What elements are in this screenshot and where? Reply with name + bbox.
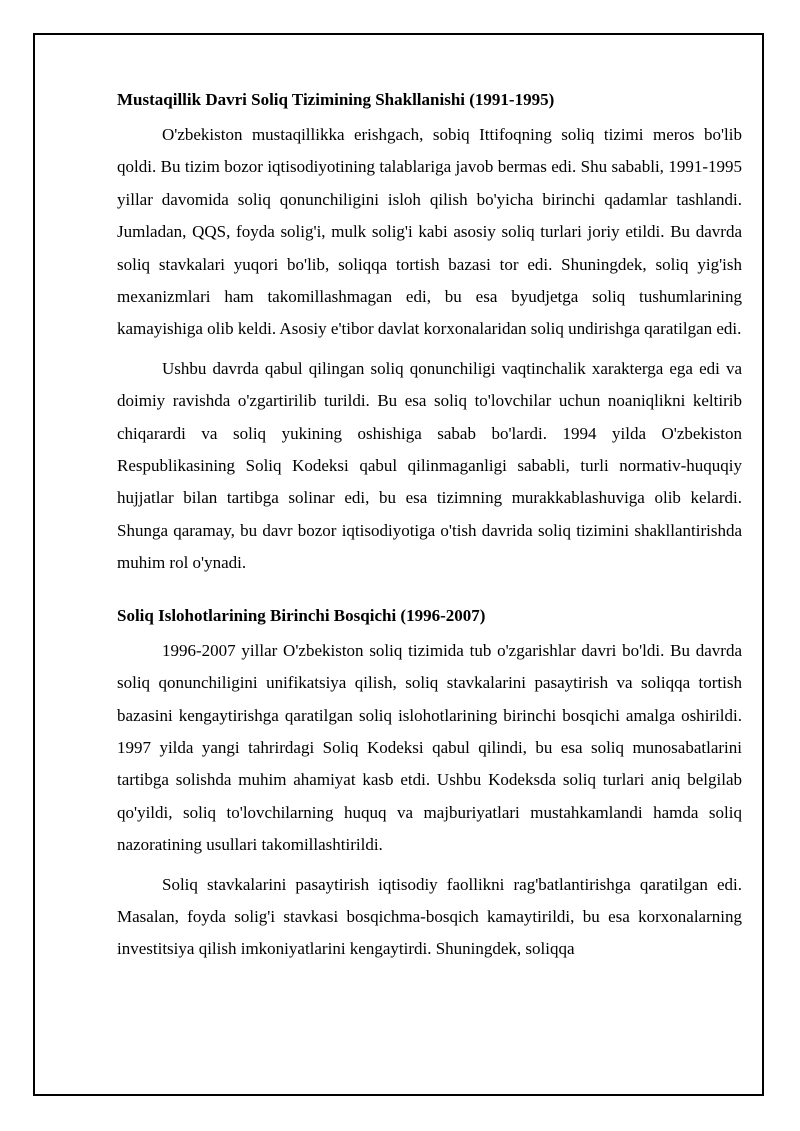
section-heading: Soliq Islohotlarining Birinchi Bosqichi (1996-2007)	[117, 605, 486, 625]
paragraph: Soliq stavkalarini pasaytirish iqtisodiy faollikni rag'batlantirishga qaratilgan edi. Masalan, foyda solig'i stavkasi bosqichma-bosqich kamaytirildi, bu esa korxonalarning investitsiya qilish imkoniyatlarini kengaytirdi. Shuningdek, soliqqa	[117, 874, 742, 959]
paragraph: 1996-2007 yillar O'zbekiston soliq tizimida tub o'zgarishlar davri bo'ldi. Bu davrda soliq qonunchiligini unifikatsiya qilish, soliq stavkalarini pasaytirish va soliqqa tortish bazasini kengaytirishga qaratilgan soliq islohotlarining birinchi bosqichi amalga oshirildi. 1997 yilda yangi tahrirdagi Soliq Kodeksi qabul qilindi, bu esa soliq munosabatlarini tartibga solishda muhim ahamiyat kasb etdi. Ushbu Kodeksda soliq turlari aniq belgilab qo'yildi, soliq to'lovchilarning huquq va majburiyatlari mustahkamlandi hamda soliq nazoratining usullari takomillashtirildi.	[117, 640, 742, 855]
paragraph: Ushbu davrda qabul qilingan soliq qonunchiligi vaqtinchalik xarakterga ega edi va doimiy ravishda o'zgartirilib turildi. Bu esa soliq to'lovchilar uchun noaniqlikni keltirib chiqarardi va soliq yukining oshishiga sabab bo'lardi. 1994 yilda O'zbekiston Respublikasining Soliq Kodeksi qabul qilinmaganligi sababli, turli normativ-huquqiy hujjatlar bilan tartibga solinar edi, bu esa tizimning murakkablashuviga olib kelardi. Shunga qaramay, bu davr bozor iqtisodiyotiga o'tish davrida soliq tizimini shakllantirishda muhim rol o'ynadi.	[117, 358, 742, 573]
section-heading: Mustaqillik Davri Soliq Tizimining Shakllanishi (1991-1995)	[117, 90, 555, 109]
document-body	[117, 86, 742, 973]
paragraph: O'zbekiston mustaqillikka erishgach, sobiq Ittifoqning soliq tizimi meros bo'lib qoldi. Bu tizim bozor iqtisodiyotining talablariga javob bermas edi. Shu sababli, 1991-1995 yillar davomida soliq qonunchiligini isloh qilish bo'yicha birinchi qadamlar tashlandi. Jumladan, QQS, foyda solig'i, mulk solig'i kabi asosiy soliq turlari joriy etildi. Bu davrda soliq stavkalari yuqori bo'lib, soliqqa tortish bazasi tor edi. Shuningdek, soliq yig'ish mexanizmlari ham takomillashmagan edi, bu esa byudjetga soliq tushumlarining kamayishiga olib keldi. Asosiy e'tibor davlat korxonalaridan soliq undirishga qaratilgan edi.	[117, 125, 742, 339]
